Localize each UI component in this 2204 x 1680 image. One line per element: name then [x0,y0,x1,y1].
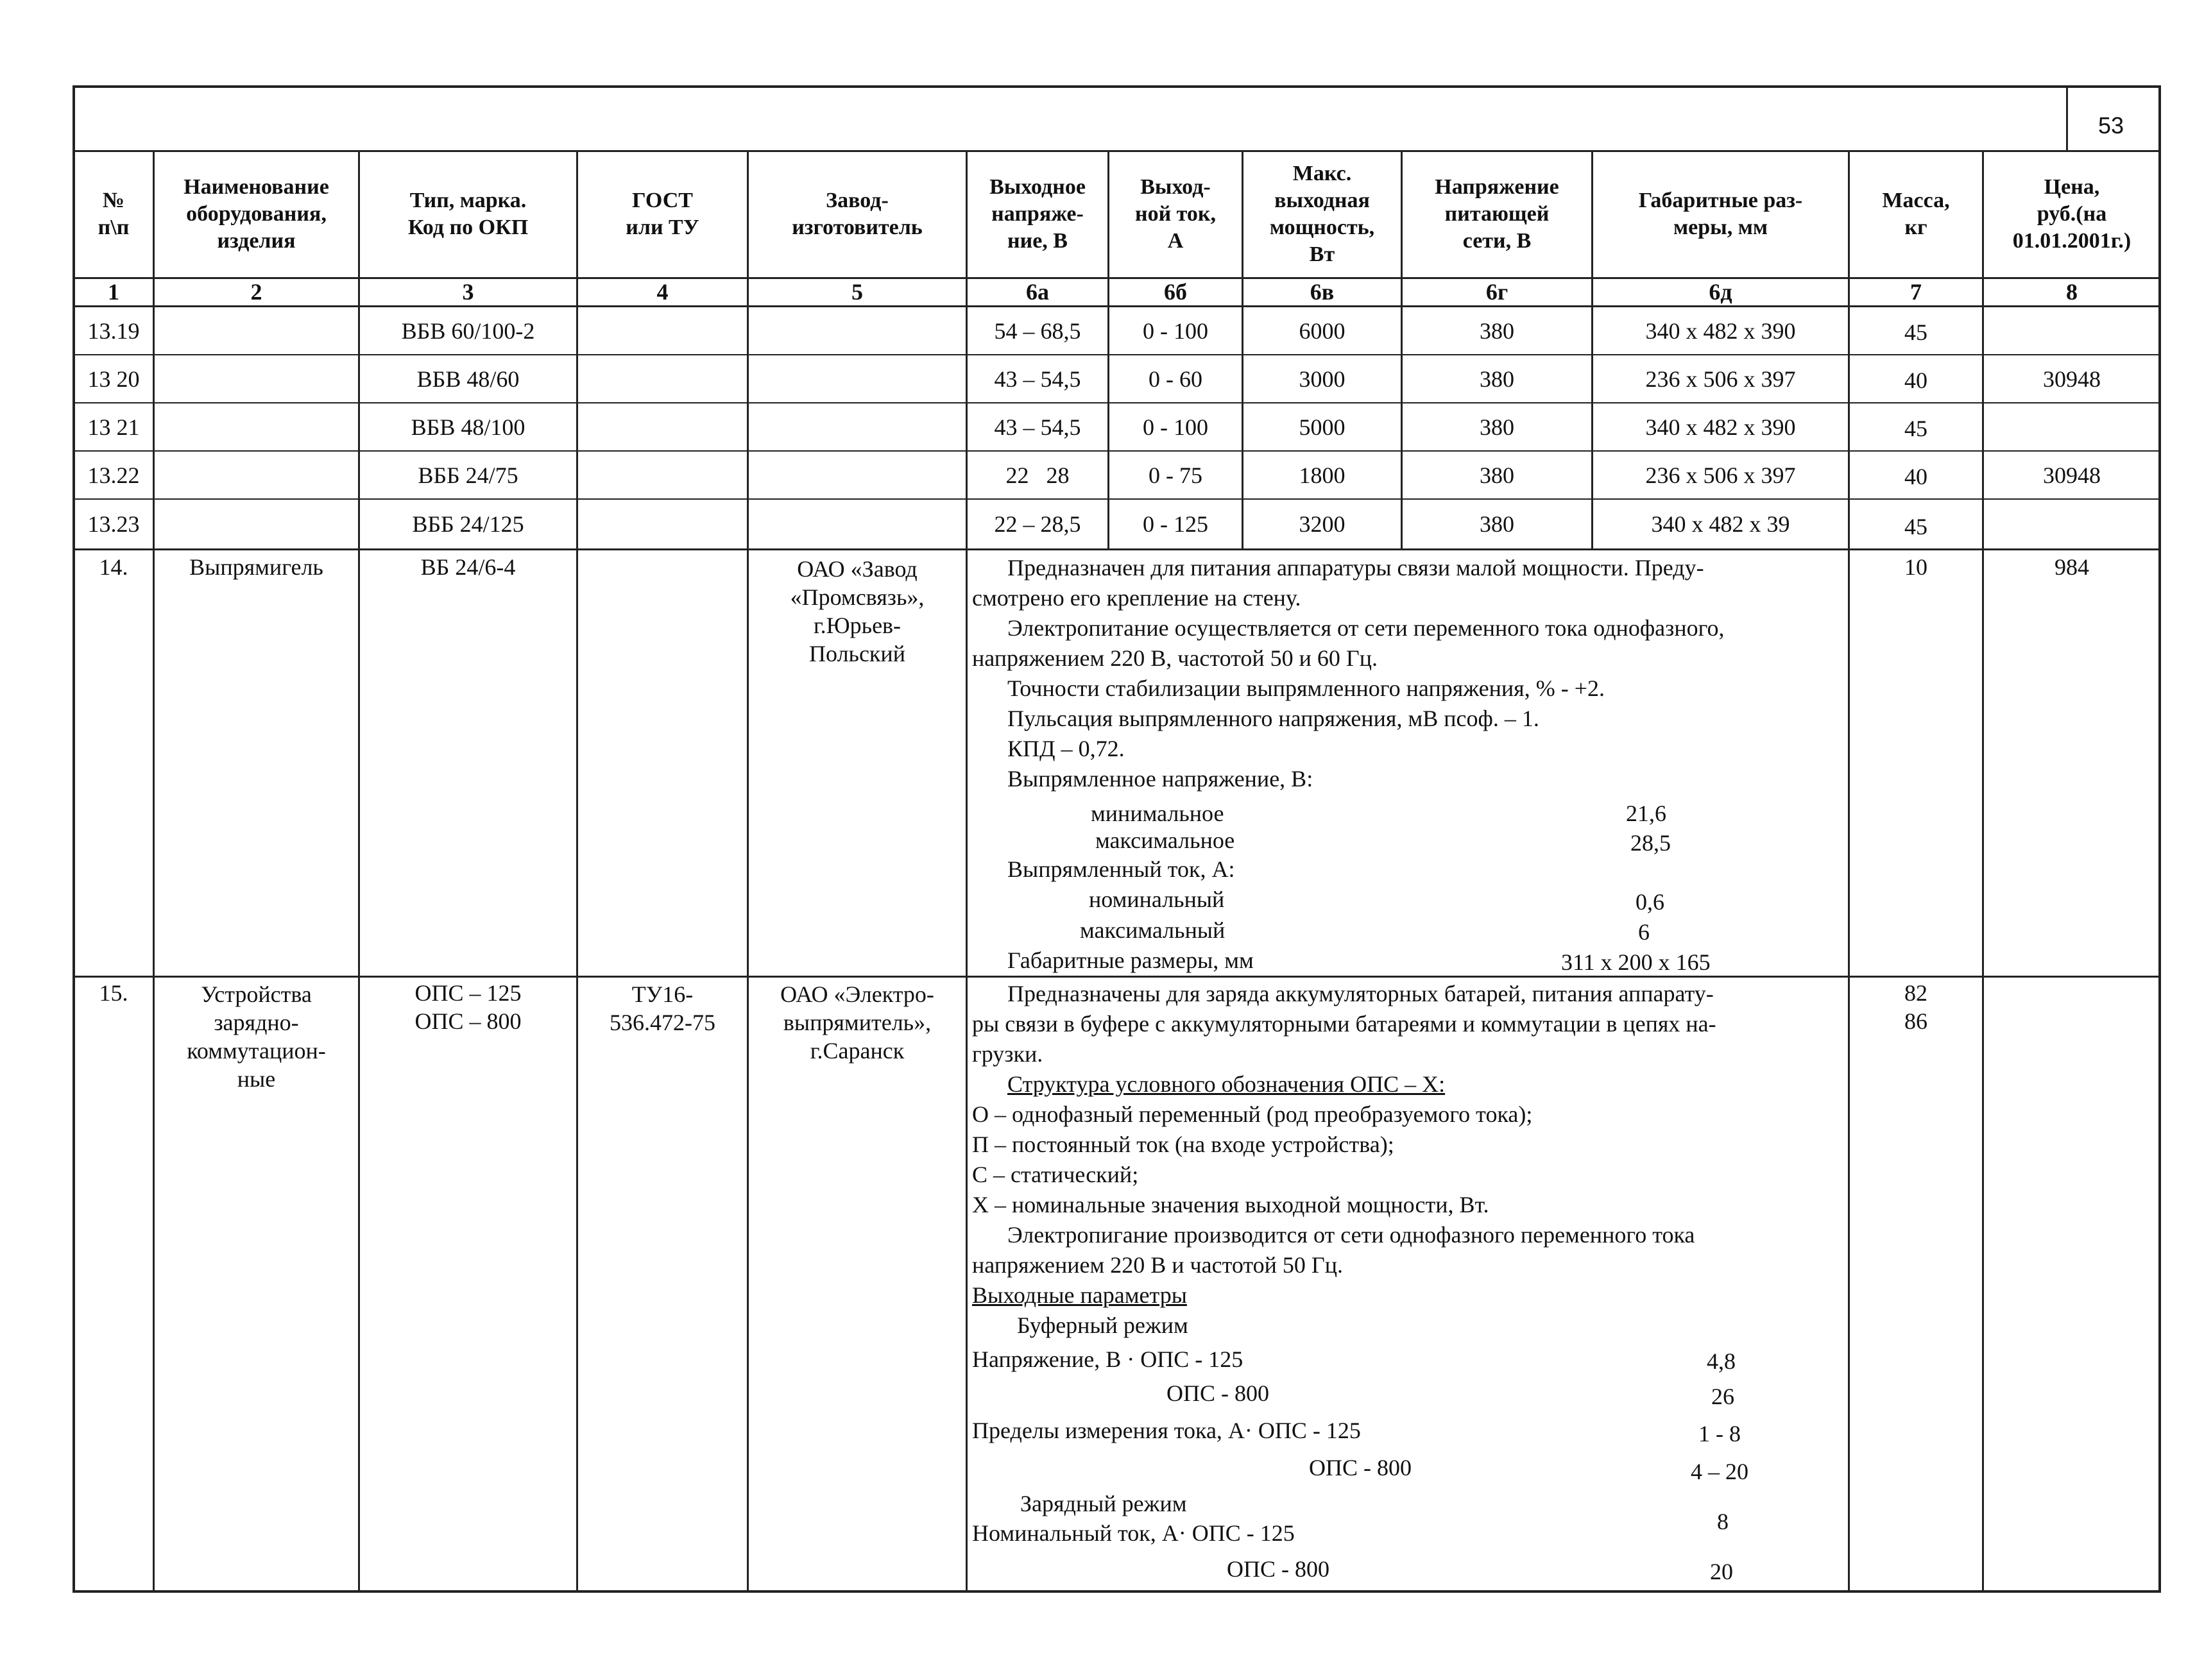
desc-line: напряжением 220 В, частотой 50 и 60 Гц. [972,645,1378,671]
row-current: 0 - 100 [1143,414,1208,440]
header-supply [1403,151,1591,277]
row-number: 13 20 [87,366,140,392]
header-text: Габаритные раз- меры, мм [1638,189,1803,239]
desc-line: О – однофазный переменный (род преобразуемого тока); [972,1101,1533,1127]
row-maker: ОАО «Завод «Промсвязь», г.Юрьев- Польский [790,556,925,666]
header-maker [749,151,966,277]
row-number: 15. [99,980,128,1006]
desc-line: Выпрямленное напряжение, В: [1007,766,1313,792]
col-line [153,150,155,1593]
row-supply: 380 [1480,366,1514,392]
header-text: Напряжение питающей сети, В [1435,175,1559,253]
row-name: Устройства зарядно- коммутацион- ные [187,981,326,1092]
header-name [155,151,358,277]
row-mass: 45 [1904,416,1927,441]
param-value: 20 [1710,1559,1733,1584]
row-mass: 10 [1904,554,1927,580]
header-text: Выход- ной ток, А [1134,175,1217,253]
desc-line: Пульсация выпрямленного напряжения, мВ псоф. – 1. [1007,706,1539,731]
row-gost: ТУ16- 536.472-75 [610,981,715,1035]
col-number: 2 [250,279,262,305]
row-name: Выпрямигель [189,554,323,580]
page-number: 53 [2097,112,2124,139]
col-number: 6г [1485,279,1508,305]
desc-line: Структура условного обозначения ОПС – Х: [1007,1071,1446,1097]
header-gost [578,151,747,277]
page-number-divider [2066,85,2068,152]
row-voltage: 43 – 54,5 [994,414,1081,440]
row-dims: 236 x 506 x 397 [1645,366,1796,392]
col-number: 7 [1910,279,1922,305]
header-power [1243,151,1401,277]
row-dims: 340 x 482 x 39 [1651,511,1790,537]
row-power: 6000 [1299,318,1345,344]
row-supply: 380 [1480,462,1514,488]
row-type: ОПС – 125 ОПС – 800 [414,980,522,1034]
row-supply: 380 [1480,511,1514,537]
row-mass: 40 [1904,368,1927,393]
desc-line: Выходные параметры [972,1282,1187,1308]
desc-line: Точности стабилизации выпрямленного напряжения, % - +2. [1007,675,1605,701]
header-text: Выходное напряже- ние, В [989,175,1086,253]
row-price: 984 [2055,554,2089,580]
header-text: № п\п [98,189,130,239]
header-mass [1850,151,1982,277]
param-label: Габаритные размеры, мм [1007,947,1254,973]
row-dims: 236 x 506 x 397 [1645,462,1796,488]
col-number: 3 [462,279,474,305]
param-label: минимальное [1091,801,1224,826]
row-maker: ОАО «Электро- выпрямитель», г.Саранск [780,981,934,1064]
row-line [73,548,2161,550]
row-supply: 380 [1480,318,1514,344]
row-power: 1800 [1299,462,1345,488]
desc-line: Х – номинальные значения выходной мощности, Вт. [972,1192,1489,1218]
param-value: 26 [1711,1384,1734,1409]
row-mass: 82 86 [1904,980,1927,1034]
col-number: 1 [108,279,119,305]
desc-line: Выпрямленный ток, А: [1007,856,1235,882]
desc-line: Предназначен для питания аппаратуры связи малой мощности. Преду- [1007,555,1704,581]
header-text: Масса, кг [1882,189,1950,239]
desc-line: Буферный режим [1017,1312,1188,1338]
row-voltage: 54 – 68,5 [994,318,1081,344]
desc-line: ры связи в буфере с аккумуляторными батареями и коммутации в цепях на- [972,1011,1716,1037]
col-number: 4 [656,279,669,305]
param-value: 6 [1638,919,1650,945]
header-text: Макс. выходная мощность, Вт [1269,162,1375,266]
row-type: ВБ 24/6-4 [420,554,516,580]
param-value: 0,6 [1636,889,1664,915]
row-line [73,402,2161,403]
row-current: 0 - 60 [1149,366,1202,392]
desc-line: смотрено его крепление на стену. [972,585,1301,611]
row-line [73,354,2161,355]
col-number: 5 [851,279,863,305]
desc-line: КПД – 0,72. [1007,736,1125,761]
row-power: 3200 [1299,511,1345,537]
row-number: 13.19 [87,318,140,344]
desc-line: грузки. [972,1041,1043,1067]
row-voltage: 22 – 28,5 [994,511,1081,537]
param-label: ОПС - 800 [1309,1455,1412,1481]
row-mass: 40 [1904,464,1927,489]
desc-line: Зарядный режим [1020,1491,1187,1516]
row-number: 13.23 [87,511,140,537]
desc-line: Электропигание производится от сети однофазного переменного тока [1007,1222,1695,1248]
header-text: Цена, руб.(на 01.01.2001г.) [2012,175,2131,253]
param-value: 311 x 200 x 165 [1561,949,1711,975]
param-label: номинальный [1089,887,1225,912]
row-supply: 380 [1480,414,1514,440]
row-number: 13.22 [87,462,140,488]
row-type: ВБВ 48/60 [416,366,520,392]
param-label: максимальное [1095,827,1235,853]
header-text: Тип, марка. Код по ОКП [407,189,529,239]
row-current: 0 - 75 [1149,462,1202,488]
desc-line: П – постоянный ток (на входе устройства); [972,1132,1394,1157]
row-price: 30948 [2043,462,2101,488]
row-type: ВБВ 48/100 [411,414,525,440]
row-voltage: 22 28 [1005,462,1070,488]
row-power: 3000 [1299,366,1345,392]
param-label: Пределы измерения тока, А· ОПС - 125 [972,1418,1361,1443]
header-current [1109,151,1242,277]
row-line [73,305,2161,307]
row-line [73,450,2161,452]
row-description [972,979,1845,1341]
row-type: ВББ 24/125 [412,511,524,537]
col-number: 6а [1026,279,1049,305]
header-voltage [968,151,1107,277]
header-text: Наименование оборудования, изделия [184,175,329,253]
param-label: Напряжение, В · ОПС - 125 [972,1346,1243,1372]
row-mass: 45 [1904,319,1927,345]
row-description [972,553,1845,794]
row-number: 14. [99,554,128,580]
param-label: максимальный [1080,917,1226,943]
row-line [73,976,2161,978]
row-number: 13 21 [87,414,140,440]
param-value: 21,6 [1626,801,1666,826]
header-text: ГОСТ или ТУ [626,189,699,239]
row-mass: 45 [1904,514,1927,539]
col-number: 6д [1709,279,1732,305]
param-value: 4 – 20 [1691,1459,1748,1484]
desc-line: С – статический; [972,1162,1139,1187]
param-value: 4,8 [1707,1348,1736,1374]
param-value: 28,5 [1630,830,1671,856]
param-value: 1 - 8 [1698,1421,1741,1447]
row-type: ВББ 24/75 [418,462,518,488]
row-dims: 340 x 482 x 390 [1645,318,1796,344]
col-number: 6б [1164,279,1187,305]
param-label: Номинальный ток, А· ОПС - 125 [972,1520,1295,1546]
desc-line: Электропитание осуществляется от сети переменного тока однофазного, [1007,615,1725,641]
row-dims: 340 x 482 x 390 [1645,414,1796,440]
row-price: 30948 [2043,366,2101,392]
row-current: 0 - 100 [1143,318,1208,344]
header-price [1984,151,2160,277]
param-label: ОПС - 800 [1166,1380,1269,1406]
param-value: 8 [1717,1509,1729,1534]
row-type: ВБВ 60/100-2 [401,318,535,344]
row-power: 5000 [1299,414,1345,440]
desc-line: Предназначены для заряда аккумуляторных батарей, питания аппарату- [1007,981,1714,1006]
col-line [747,150,749,1593]
col-line [576,150,578,1593]
row-current: 0 - 125 [1143,511,1208,537]
header-no [74,151,153,277]
col-number: 8 [2066,279,2078,305]
param-label: ОПС - 800 [1227,1556,1329,1582]
desc-line: напряжением 220 В и частотой 50 Гц. [972,1252,1343,1278]
header-type [360,151,576,277]
row-voltage: 43 – 54,5 [994,366,1081,392]
header-text: Завод- изготовитель [792,189,923,239]
header-dims [1593,151,1848,277]
col-number: 6в [1310,279,1335,305]
row-line [73,498,2161,500]
